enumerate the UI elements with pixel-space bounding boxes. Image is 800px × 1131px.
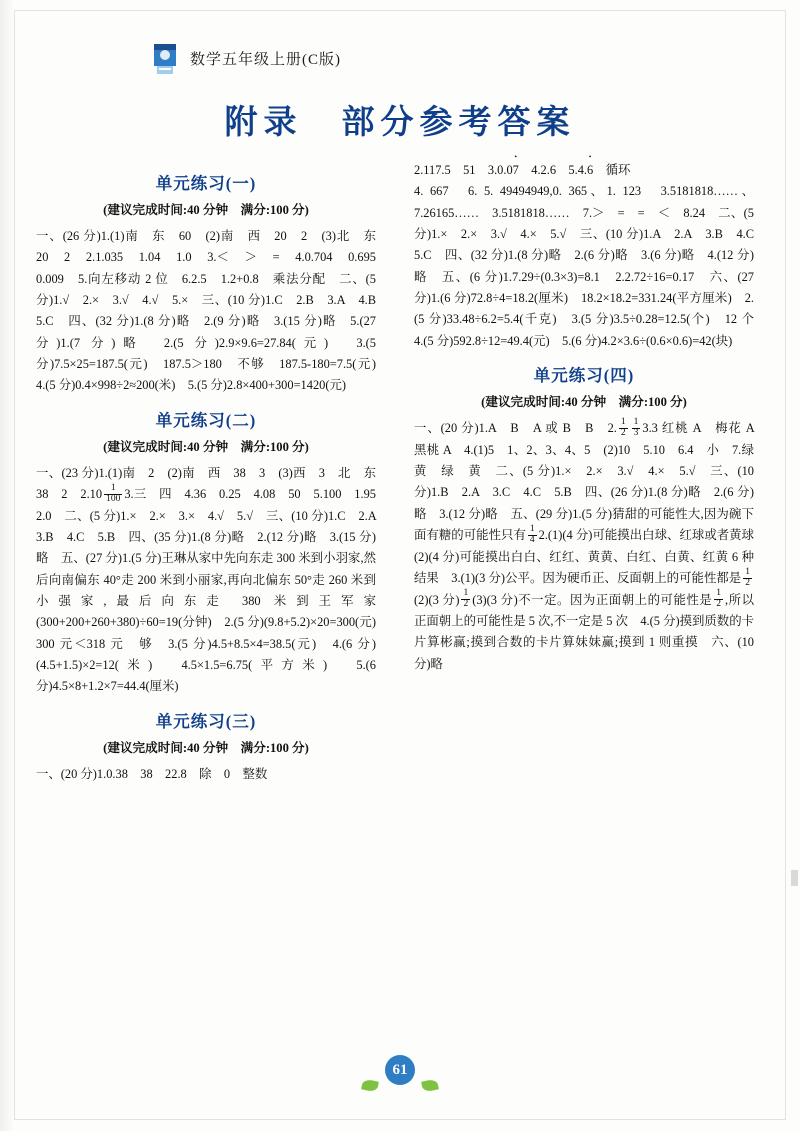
leaf-decoration-left xyxy=(361,1078,379,1092)
fraction-one-half-c: $\frac{1}{2}$ xyxy=(463,588,469,610)
unit-2-body-part-1: 一、(23 分)1.(1)南 2 (2)南 西 38 3 (3)西 3 北 东 38 2 2.10 xyxy=(36,465,389,502)
repeating-decimal-digit-6: • 6 xyxy=(587,163,593,177)
section-body-unit-2 xyxy=(36,463,389,698)
unit-3-cont-part-3: 循环 xyxy=(593,163,631,177)
unit-4-body-part-2: 3.3 红桃 A 梅花 A 黑桃 A 4.(1)5 1、2、3、4、5 (2)10 5.10 6.4 小 7.绿 黄 绿 黄 二、(5 分)1.× 2.× 3.√ 4.× 5.√ 三、(10 分)1.B 2.A 3.C 4.C 5.B 四、(26 分)1.(8 分)略 2.(6 分)略 3.(12 分)略 五、(29 分)1.(5 分)猜甜的可能性大,因为碗下面有糖的可能性只有 xyxy=(414,420,767,542)
page-header xyxy=(120,40,600,80)
repeating-decimal-digit-7: • 7 xyxy=(513,163,519,177)
page-footer xyxy=(340,1055,460,1097)
unit-3-cont-part-1: 2.117.5 51 3.0.0 xyxy=(414,163,513,177)
unit-3-continued-line-1 xyxy=(414,160,754,181)
page-edge-mark xyxy=(791,870,798,886)
section-title-unit-4: 单元练习(四) xyxy=(533,365,635,385)
section-body-unit-3: 一、(20 分)1.0.38 38 22.8 除 0 整数 xyxy=(36,766,268,781)
book-logo-icon xyxy=(148,42,182,76)
fraction-one-half-a: $\frac{1}{2}$ xyxy=(620,416,626,438)
fraction-one-hundredth: $\frac{1}{100}$ xyxy=(106,482,121,504)
unit-3-continued-body: 4. 667 6. 5. 49494949,0. 365、1. 123 3.5181818……、7.26165…… 3.5181818…… 7.＞ = = ＜ 8.24 二、(5 分)1.× 2.× 3.√ 4.× 5.√ 三、(10 分)1.A 2.A 3.B 4.C 5.C 四、(32 分)1.(8 分)略 2.(6 分)略 3.(6 分)略 4.(12 分)略 五、(6 分)1.7.29÷(0.3×3)=8.1 2.2.72÷16=0.17 六、(27 分)1.(6 分)72.8÷4=18.2(厘米) 18.2×18.2=331.24(平方厘米) 2.(5 分)33.48÷6.2=5.4(千克) 3.(5 分)3.5÷0.28=12.5(个) 12 个 4.(5 分)592.8÷12=49.4(元) 5.(6 分)4.2×3.6÷(0.6×0.6)=42(块) xyxy=(414,184,767,348)
fraction-one-third: $\frac{1}{3}$ xyxy=(633,416,639,438)
section-subtitle-unit-3: (建议完成时间:40 分钟 满分:100 分) xyxy=(103,740,309,755)
right-column xyxy=(414,160,767,1060)
fraction-one-quarter: $\frac{1}{4}$ xyxy=(529,523,535,545)
section-body-unit-1: 一、(26 分)1.(1)南 东 60 (2)南 西 20 2 (3)北 东 20 2 2.1.035 1.04 1.0 3.＜ ＞ = 4.0.704 0.695 0.009 5.向左移动 2 位 6.2.5 1.2+0.8 乘法分配 二、(5 分)1.√ 2.× 3.√ 4.√ 5.× 三、(10 分)1.C 2.B 3.A 4.B 5.C 四、(32 分)1.(8 分)略 2.(9 分)略 3.(15 分)略 5.(27 分)1.(7 分)略 2.(5 分)2.9×9.6=27.84(元) 3.(5 分)7.5×25=187.5(元) 187.5＞180 不够 187.5-180=7.5(元) 4.(5 分)0.4×998÷2≈200(米) 5.(5 分)2.8×400+300=1420(元) xyxy=(36,229,389,393)
unit-4-body-part-1: 一、(20 分)1.A B A 或 B B 2. xyxy=(414,420,617,435)
fraction-one-half-d: $\frac{1}{2}$ xyxy=(716,588,722,610)
fraction-one-half-b: $\frac{1}{2}$ xyxy=(745,566,750,588)
page-number-badge: 61 xyxy=(385,1055,415,1085)
section-title-unit-2: 单元练习(二) xyxy=(155,410,257,430)
section-subtitle-unit-2: (建议完成时间:40 分钟 满分:100 分) xyxy=(103,440,309,455)
unit-2-body-part-2: 3.三 四 4.36 0.25 4.08 50 5.100 1.95 2.0 二、(5 分)1.× 2.× 3.× 4.√ 5.√ 三、(10 分)1.C 2.A 3.B 4.C 5.B 四、(35 分)1.(8 分)略 2.(12 分)略 3.(15 分)略 五、(27 分)1.(5 分)王琳从家中先向东走 300 米到小羽家,然后向南偏东 40°走 200 米到小丽家,再向北偏东 50°走 260 米到小强家,最后向东走 380 米到王军家 (300+200+260+380)÷60=19(分钟) 2.(5 分)(9.8+5.2)×20=300(元) 300 元＜318 元 够 3.(5 分)4.5+8.5×4=38.5(元) 4.(6 分)(4.5+1.5)×2=12(米) 4.5×1.5=6.75(平方米) 5.(6 分)4.5×8+1.2×7=44.4(厘米) xyxy=(36,487,389,694)
section-subtitle-unit-1: (建议完成时间:40 分钟 满分:100 分) xyxy=(103,203,309,218)
left-column xyxy=(36,160,389,1060)
page-spine-shadow xyxy=(0,0,14,1131)
section-title-unit-3: 单元练习(三) xyxy=(155,711,257,731)
unit-3-cont-part-2: 4.2.6 5.4. xyxy=(518,163,588,177)
leaf-decoration-right xyxy=(421,1078,439,1092)
section-body-unit-4 xyxy=(414,416,767,675)
unit-4-body-part-3: 2.(1)(4 分)可能摸出白球、红球或者黄球 (2)(4 分)可能摸出白白、红红、黄黄、白红、白黄、红黄 6 种结果 3.(1)(3 分)公平。因为硬币正、反面朝上的可能性都是 xyxy=(414,527,767,585)
answer-columns xyxy=(36,160,766,1060)
unit-4-body-part-4: (2)(3 分) xyxy=(414,592,460,607)
unit-4-body-part-6: ,所以正面朝上的可能性是 5 次,不一定是 5 次 4.(5 分)摸到质数的卡片算彬赢;摸到合数的卡片算妹妹赢;摸到 1 则重摸 六、(10 分)略 xyxy=(414,592,754,671)
page-title: 附录 部分参考答案 xyxy=(224,105,576,141)
book-title: 数学五年级上册(C版) xyxy=(190,52,341,68)
section-subtitle-unit-4: (建议完成时间:40 分钟 满分:100 分) xyxy=(481,395,687,410)
section-title-unit-1: 单元练习(一) xyxy=(155,174,257,193)
unit-4-body-part-5: (3)(3 分)不一定。因为正面朝上的可能性是 xyxy=(472,592,713,607)
